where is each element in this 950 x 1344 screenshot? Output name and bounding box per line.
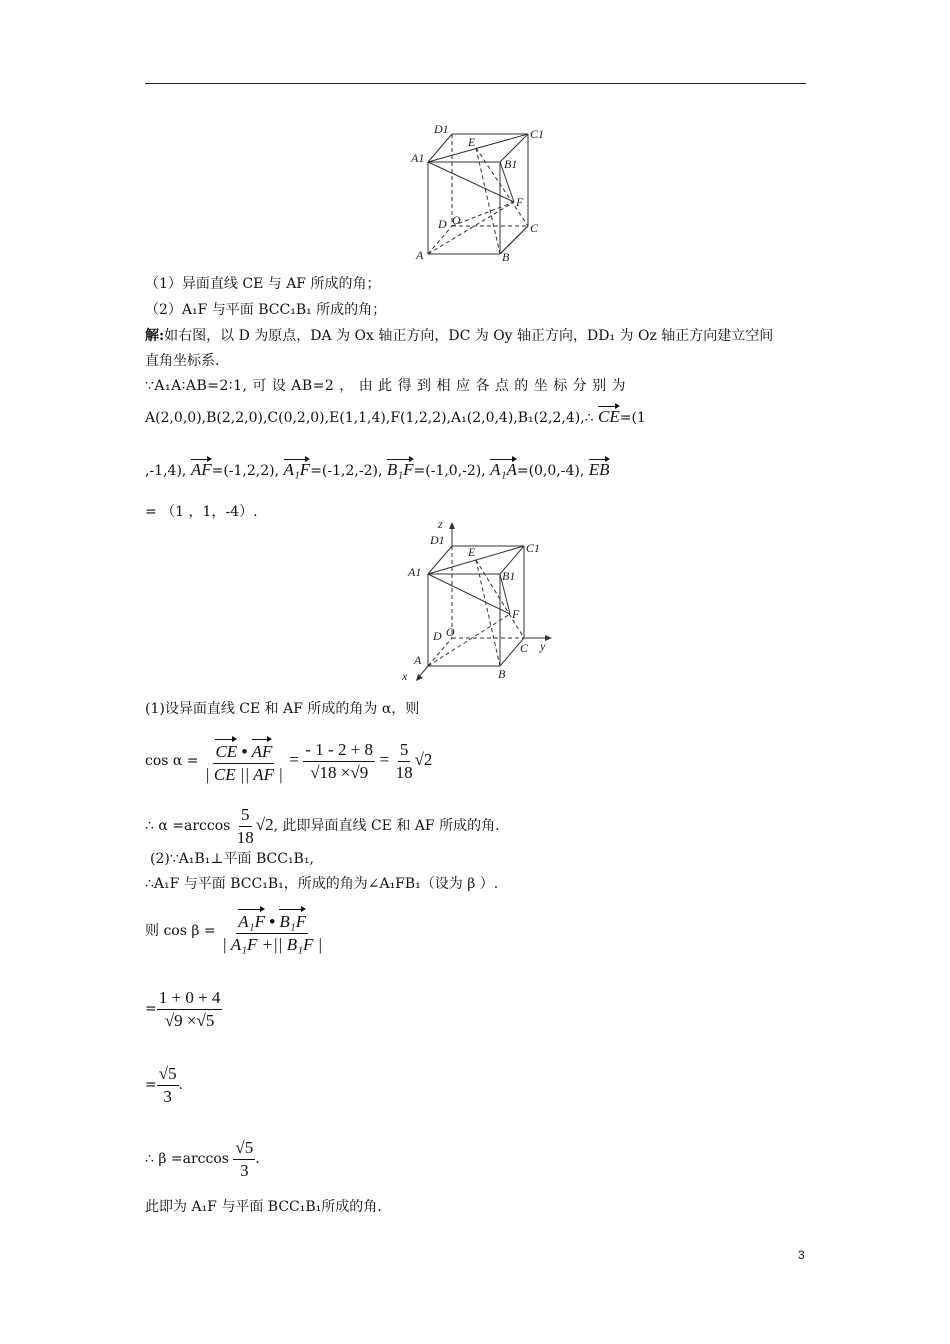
solution-line-1 xyxy=(145,327,773,345)
beta-step3-denominator: 3 xyxy=(163,1086,172,1106)
figure1-label: B xyxy=(502,250,510,264)
alpha-result-denominator: 18 xyxy=(395,762,413,782)
beta-step2-numerator: 1 + 0 + 4 xyxy=(157,987,223,1010)
page-number: 3 xyxy=(798,1248,805,1262)
equals-sign: = xyxy=(145,1077,157,1093)
beta-step3-fraction xyxy=(157,1063,179,1108)
part-1-intro: (1)设异面直线 CE 和 AF 所成的角为 α，则 xyxy=(145,701,420,717)
solution-line-2: 直角坐标系. xyxy=(145,353,220,369)
figure2-label: D1 xyxy=(430,533,445,547)
ce-value: =(1 xyxy=(619,410,646,426)
cube-figure-2 xyxy=(400,518,555,682)
period: . xyxy=(178,1077,184,1093)
beta-step-2 xyxy=(145,982,222,1036)
alpha-arccos-numerator: 5 xyxy=(239,804,252,827)
alpha-arccos-denominator: 18 xyxy=(236,827,254,847)
alpha-mid-numerator: - 1 - 2 + 8 xyxy=(303,739,375,762)
figure2-label: F xyxy=(512,607,520,621)
period: . xyxy=(255,1151,260,1167)
figure2-label: x xyxy=(402,669,408,683)
figure1-label: C1 xyxy=(530,127,545,141)
vector-ce: CE xyxy=(215,737,237,763)
beta-step2-denominator: √9 ×√5 xyxy=(164,1010,215,1030)
figure2-label: C1 xyxy=(526,541,541,555)
vector-ce: CE xyxy=(598,404,620,426)
vector-af: AF xyxy=(191,457,212,479)
alpha-result-numerator: 5 xyxy=(398,739,411,762)
beta-arccos-denominator: 3 xyxy=(240,1160,249,1180)
figure2-label: C xyxy=(520,641,529,655)
figure1-label: F xyxy=(516,195,524,209)
dot-operator: • xyxy=(241,741,248,761)
therefore-beta: ∴ β =arccos xyxy=(145,1151,229,1167)
vector-b1f: B₁F xyxy=(387,457,414,479)
equals-sign: = xyxy=(379,750,390,769)
beta-denominator: | A₁F +|| B₁F | xyxy=(222,934,323,954)
cos-alpha-equation xyxy=(145,732,432,788)
solution-line-3: ∵A₁A∶AB=2∶1, 可 设 AB=2 ， 由 此 得 到 相 应 各 点 的 坐 标 分 别 为 xyxy=(145,378,627,394)
solution-text: 如右图，以 D 为原点，DA 为 Ox 轴正方向，DC 为 Oy 轴正方向，DD₁ 为 Oz 轴正方向建立空间 xyxy=(164,328,774,344)
beta-step3-numerator: √5 xyxy=(157,1063,179,1086)
question-2: （2）A₁F 与平面 BCC₁B₁ 所成的角； xyxy=(145,302,387,318)
af-value: =(-1,2,2), xyxy=(211,463,280,479)
beta-step-3 xyxy=(145,1058,183,1112)
figure2-label: z xyxy=(438,517,443,531)
alpha-numeric-fraction xyxy=(303,739,375,784)
alpha-denominator: | CE || AF | xyxy=(205,764,283,784)
figure1-label: C xyxy=(530,221,539,235)
equals-sign: = xyxy=(145,1001,157,1017)
solution-line-5 xyxy=(145,457,610,480)
figure1-label: D xyxy=(438,217,447,231)
vector-a1f: A₁F xyxy=(284,457,311,479)
figure2-label: B xyxy=(498,667,506,681)
figure2-label: A1 xyxy=(408,565,422,579)
vector-a1a: A₁A xyxy=(490,457,517,479)
cos-beta-fraction xyxy=(220,907,324,956)
final-conclusion: 此即为 A₁F 与平面 BCC₁B₁所成的角. xyxy=(145,1199,382,1215)
figure1-label: A1 xyxy=(411,151,425,165)
therefore-alpha: ∴ α =arccos xyxy=(145,818,231,834)
figure2-label: A xyxy=(414,653,422,667)
cube-figure-1 xyxy=(410,122,545,264)
figure2-label: D xyxy=(433,629,442,643)
figure1-label: E xyxy=(468,135,476,149)
vector-b1f: B₁F xyxy=(279,907,306,933)
alpha-conclusion: , 此即异面直线 CE 和 AF 所成的角. xyxy=(273,818,500,834)
cos-beta-equation xyxy=(145,902,324,960)
a1f-value: =(-1,2,-2), xyxy=(310,463,383,479)
alpha-result-line xyxy=(145,800,500,850)
vector-eb: EB xyxy=(589,457,610,479)
beta-step2-fraction xyxy=(157,987,223,1032)
b1f-value: =(-1,0,-2), xyxy=(413,463,486,479)
figure1-label: B1 xyxy=(504,157,518,171)
ce-value-cont: ,-1,4), xyxy=(145,463,187,479)
sqrt-two: √2 xyxy=(255,815,274,834)
cos-alpha-label: cos α = xyxy=(145,753,199,769)
part-2-angle: ∴A₁F 与平面 BCC₁B₁，所成的角为∠A₁FB₁（设为 β ）. xyxy=(145,876,499,892)
question-1: （1）异面直线 CE 与 AF 所成的角； xyxy=(145,276,381,292)
header-rule xyxy=(145,83,806,84)
cos-alpha-fraction xyxy=(203,737,285,786)
beta-result-line xyxy=(145,1132,260,1186)
figure2-label: y xyxy=(540,639,546,653)
cos-beta-label: 则 cos β = xyxy=(145,923,216,939)
alpha-mid-denominator: √18 ×√9 xyxy=(310,762,369,782)
figure2-label: B1 xyxy=(502,569,516,583)
figure1-label: O xyxy=(452,213,461,227)
beta-arccos-fraction xyxy=(233,1137,255,1182)
vector-a1f: A₁F xyxy=(238,907,265,933)
figure2-label: O xyxy=(446,625,455,639)
equals-sign: = xyxy=(289,750,299,769)
figure1-label: D1 xyxy=(434,122,449,136)
solution-line-4 xyxy=(145,404,646,427)
figure2-label: E xyxy=(468,545,476,559)
part-2-intro: (2)∵A₁B₁⊥平面 BCC₁B₁, xyxy=(150,851,314,867)
solution-heading: 解: xyxy=(145,328,165,344)
alpha-arccos-fraction xyxy=(235,804,256,849)
a1a-value: =(0,0,-4), xyxy=(516,463,585,479)
figure1-label: A xyxy=(416,248,424,262)
alpha-result-fraction xyxy=(394,739,415,784)
coords-text: A(2,0,0),B(2,2,0),C(0,2,0),E(1,1,4),F(1,2,2),A₁(2,0,4),B₁(2,2,4),∴ xyxy=(145,410,594,426)
dot-operator: • xyxy=(269,911,276,931)
sqrt-two: √2 xyxy=(414,750,433,769)
beta-arccos-numerator: √5 xyxy=(233,1137,255,1160)
eb-value: = （1 ，1，-4）. xyxy=(145,504,258,520)
vector-af: AF xyxy=(252,737,273,763)
